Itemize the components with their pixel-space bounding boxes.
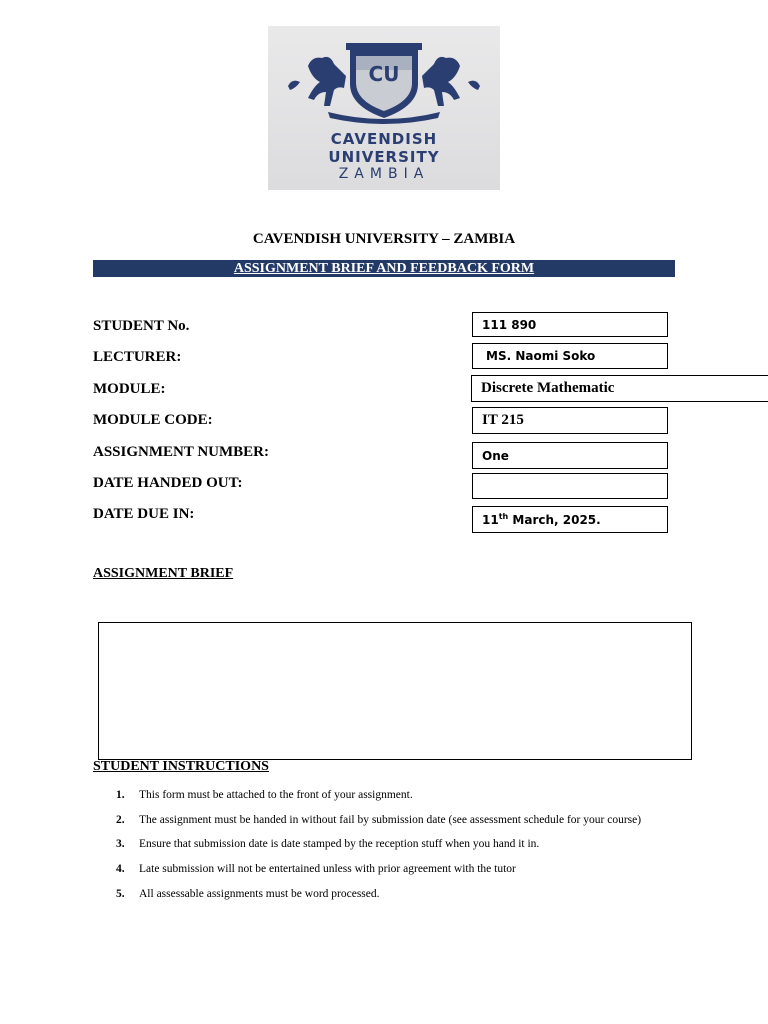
module-value: Discrete Mathematic	[481, 380, 615, 396]
student-no-value: 111 890	[482, 317, 537, 332]
assignment-brief-box[interactable]	[98, 622, 692, 760]
module-code-label: MODULE CODE:	[93, 412, 213, 428]
instruction-item	[116, 838, 539, 850]
instruction-text: This form must be attached to the front of your assignment.	[139, 789, 413, 801]
instruction-item	[116, 863, 516, 875]
assignment-number-field[interactable]	[472, 442, 668, 469]
logo-monogram: CU	[368, 62, 400, 86]
assignment-brief-heading: ASSIGNMENT BRIEF	[93, 566, 234, 581]
logo-line-2: UNIVERSITY	[328, 148, 440, 166]
instruction-text: Late submission will not be entertained unless with prior agreement with the tutor	[139, 863, 516, 875]
instruction-number: 1.	[116, 789, 125, 801]
university-title: CAVENDISH UNIVERSITY – ZAMBIA	[252, 231, 516, 247]
assignment-number-value: One	[482, 448, 509, 463]
module-code-value: IT 215	[482, 412, 524, 428]
instruction-text: All assessable assignments must be word processed.	[139, 888, 380, 900]
date-handed-out-label: DATE HANDED OUT:	[93, 475, 243, 491]
due-rest: March, 2025.	[508, 512, 601, 527]
module-label: MODULE:	[93, 381, 166, 397]
logo-line-3: ZAMBIA	[338, 166, 430, 182]
logo-line-1: CAVENDISH	[330, 130, 438, 148]
student-no-label: STUDENT No.	[93, 318, 190, 334]
lecturer-value: MS. Naomi Soko	[486, 349, 596, 363]
instruction-number: 4.	[116, 863, 125, 875]
date-handed-out-field[interactable]	[472, 473, 668, 499]
date-due-in-field[interactable]	[472, 506, 668, 533]
assignment-number-label: ASSIGNMENT NUMBER:	[93, 444, 269, 460]
due-day: 11	[482, 512, 499, 527]
instruction-number: 5.	[116, 888, 125, 900]
module-code-field[interactable]	[472, 407, 668, 434]
module-field[interactable]	[471, 375, 768, 402]
instruction-text: The assignment must be handed in without fail by submission date (see assessment schedule for your course)	[139, 814, 642, 826]
university-logo	[268, 26, 500, 190]
instruction-item	[116, 814, 641, 826]
instruction-number: 2.	[116, 814, 125, 826]
lecturer-label: LECTURER:	[93, 349, 182, 365]
lecturer-field[interactable]	[472, 343, 668, 369]
instruction-item	[116, 888, 380, 900]
student-no-field[interactable]	[472, 312, 668, 337]
form-title-banner: ASSIGNMENT BRIEF AND FEEDBACK FORM	[93, 260, 675, 277]
date-due-in-label: DATE DUE IN:	[93, 506, 195, 522]
student-instructions-heading: STUDENT INSTRUCTIONS	[93, 759, 269, 774]
instruction-text: Ensure that submission date is date stamped by the reception stuff when you hand it in.	[139, 838, 540, 850]
date-due-in-value	[482, 513, 601, 527]
instruction-number: 3.	[116, 838, 125, 850]
instruction-item	[116, 789, 413, 801]
due-day-suffix: th	[498, 511, 509, 521]
